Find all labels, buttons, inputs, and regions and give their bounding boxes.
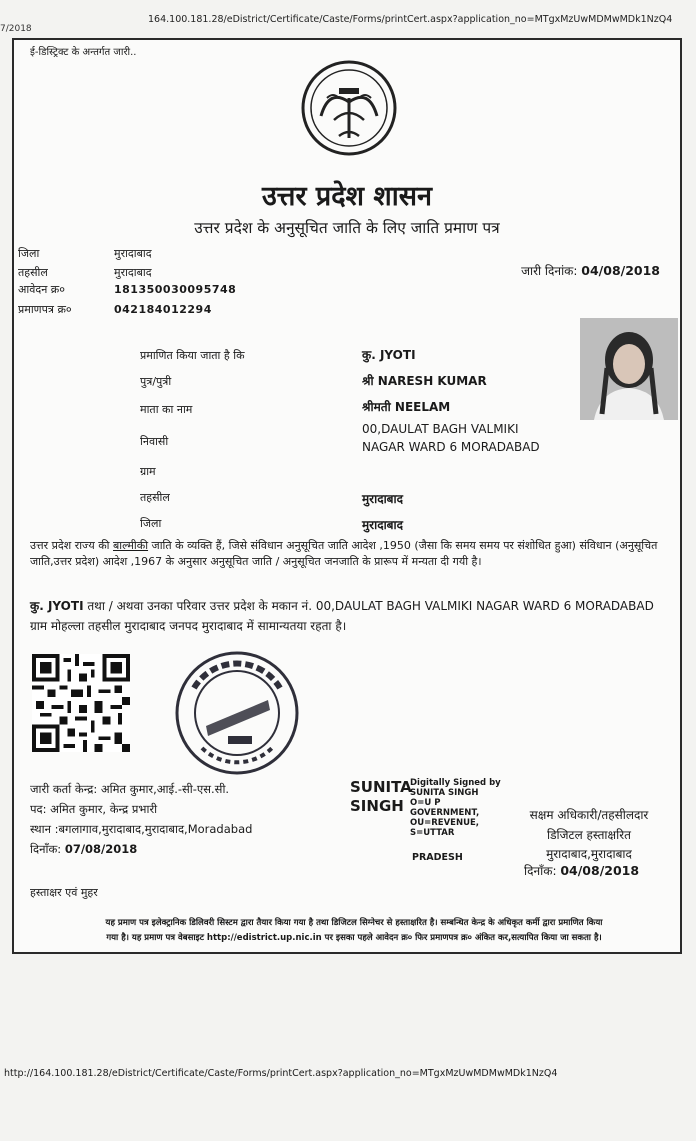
bottom-url: http://164.100.181.28/eDistrict/Certificate/Caste/Forms/printCert.aspx?application_no=MTgxMzUwMDMwMDk1NzQ4	[4, 1068, 558, 1079]
mother-name: श्रीमती NEELAM	[362, 400, 451, 414]
officer-date-label: दिनाँक:	[524, 864, 557, 878]
issue-date	[521, 262, 660, 279]
signature-name-line-1: SUNITA	[350, 778, 412, 796]
applicant-photo	[580, 318, 678, 420]
child-of-label: पुत्र/पुत्री	[140, 375, 172, 388]
details-tehsil-value: मुरादाबाद	[362, 492, 404, 506]
footnote-line-2: गया है। यह प्रमाण पत्र वेबसाइट http://edistrict.up.nic.in पर इसका पहले आवेदन क्र० फिर प्रमाणपत्र क्र० अंकित कर,सत्यापित किया जा सकता है।	[106, 933, 602, 943]
top-date: 7/2018	[0, 24, 32, 34]
officer-date-value: 04/08/2018	[560, 863, 640, 878]
issuer-date-value: 07/08/2018	[64, 842, 138, 856]
certificate-subtitle: उत्तर प्रदेश के अनुसूचित जाति के लिए जाति प्रमाण पत्र	[194, 219, 500, 237]
caste-paragraph-text-a: उत्तर प्रदेश राज्य की	[30, 539, 114, 552]
resident-label: निवासी	[140, 435, 169, 448]
certified-label: प्रमाणित किया जाता है कि	[140, 349, 245, 362]
header-application-label: आवेदन क्र०	[18, 283, 65, 296]
government-title: उत्तर प्रदेश शासन	[262, 181, 432, 212]
lokvani-seal-icon	[172, 648, 302, 778]
signature-meta-line: SUNITA SINGH	[410, 788, 479, 798]
certificate	[12, 38, 682, 954]
header-tehsil-label: तहसील	[18, 266, 48, 279]
officer-digitally-signed: डिजिटल हस्ताक्षरित	[547, 828, 631, 842]
caste-paragraph-text-b: जाति के व्यक्ति हैं, जिसे संविधान अनुसूचित जाति आदेश ,1950 (जैसा कि समय समय पर संशोधित हुआ) संविधान (अनुसूचित जाति,उत्तर प्रदेश) आदेश ,1967 के अनुसार अनुसूचित जाति / अनुसूचित जनजाति के प्रारूप में मन्यता दी गयी है।	[30, 539, 658, 568]
certified-name: कु. JYOTI	[362, 348, 416, 362]
header-district-label: जिला	[18, 247, 40, 260]
header-tehsil-row	[18, 265, 152, 280]
qr-code-icon	[32, 654, 130, 752]
issuer-place: स्थान :बगलागाव,मुरादाबाद,मुरादाबाद,Moradabad	[30, 822, 253, 836]
officer-title: सक्षम अधिकारी/तहसीलदार	[529, 808, 649, 822]
footnote-line-1: यह प्रमाण पत्र इलेक्ट्रानिक डिलिवरी सिस्टम द्वारा तैयार किया गया है तथा डिजिटल सिग्नेचर से हस्ताक्षरित है। सम्बन्धित केन्द्र के अधिकृत कर्मी द्वारा प्रमाणित किया	[105, 918, 603, 928]
residence-paragraph	[30, 596, 670, 636]
signature-meta-line: S=UTTAR	[410, 828, 455, 838]
header-application-row	[18, 282, 236, 297]
header-certificate-row	[18, 302, 212, 317]
resident-address-line-1: 00,DAULAT BAGH VALMIKI	[362, 422, 519, 436]
issuer-post: पद: अमित कुमार, केन्द्र प्रभारी	[30, 802, 158, 816]
digital-signature-name	[350, 778, 412, 816]
village-label: ग्राम	[140, 465, 156, 478]
header-certificate-label: प्रमाणपत्र क्र०	[18, 303, 72, 316]
header-district-value: मुरादाबाद	[114, 247, 152, 260]
caste-paragraph	[30, 538, 670, 570]
issue-date-label: जारी दिनांक:	[521, 264, 578, 278]
residence-text-a: तथा / अथवा उनका परिवार उत्तर प्रदेश के मकान नं.	[83, 599, 316, 613]
issue-date-value: 04/08/2018	[581, 263, 660, 278]
caste-name: बाल्मीकी	[113, 539, 149, 552]
residence-name: कु. JYOTI	[30, 599, 84, 613]
signature-meta-line: O=U P	[410, 798, 441, 808]
up-government-emblem-icon	[299, 58, 399, 158]
issuing-center: जारी कर्ता केन्द्र: अमित कुमार,आई.-सी-एस.सी.	[30, 782, 230, 796]
father-name: श्री NARESH KUMAR	[362, 374, 487, 388]
digital-signature-meta	[410, 778, 501, 838]
mother-label: माता का नाम	[140, 403, 193, 416]
residence-text-b: ग्राम मोहल्ला तहसील मुरादाबाद जनपद मुरादाबाद में सामान्यतया रहता है।	[30, 619, 347, 633]
issued-under-text: ई-डिस्ट्रिक्ट के अन्तर्गत जारी..	[30, 47, 137, 58]
verification-footnote	[34, 916, 674, 946]
signature-meta-line: GOVERNMENT,	[410, 808, 480, 818]
signature-and-seal-label: हस्ताक्षर एवं मुहर	[30, 886, 98, 899]
resident-address-line-2: NAGAR WARD 6 MORADABAD	[362, 440, 540, 454]
signature-pradesh: PRADESH	[412, 852, 463, 863]
top-url: 164.100.181.28/eDistrict/Certificate/Caste/Forms/printCert.aspx?application_no=MTgxMzUwMDMwMDk1NzQ4	[148, 14, 673, 25]
signature-meta-line: Digitally Signed by	[410, 778, 501, 788]
signature-meta-line: OU=REVENUE,	[410, 818, 480, 828]
residence-address: 00,DAULAT BAGH VALMIKI NAGAR WARD 6 MORADABAD	[315, 599, 654, 613]
header-tehsil-value: मुरादाबाद	[114, 266, 152, 279]
details-district-label: जिला	[140, 517, 162, 530]
officer-place: मुरादाबाद,मुरादाबाद	[546, 847, 632, 861]
details-tehsil-label: तहसील	[140, 491, 170, 504]
application-number: 181350030095748	[114, 283, 237, 296]
signature-name-line-2: SINGH	[350, 797, 404, 815]
issuer-date	[30, 842, 137, 857]
certificate-number: 042184012294	[114, 303, 212, 316]
issuer-date-label: दिनाँक:	[30, 842, 62, 856]
header-district-row	[18, 246, 152, 261]
details-district-value: मुरादाबाद	[362, 518, 404, 532]
officer-date	[524, 862, 639, 879]
